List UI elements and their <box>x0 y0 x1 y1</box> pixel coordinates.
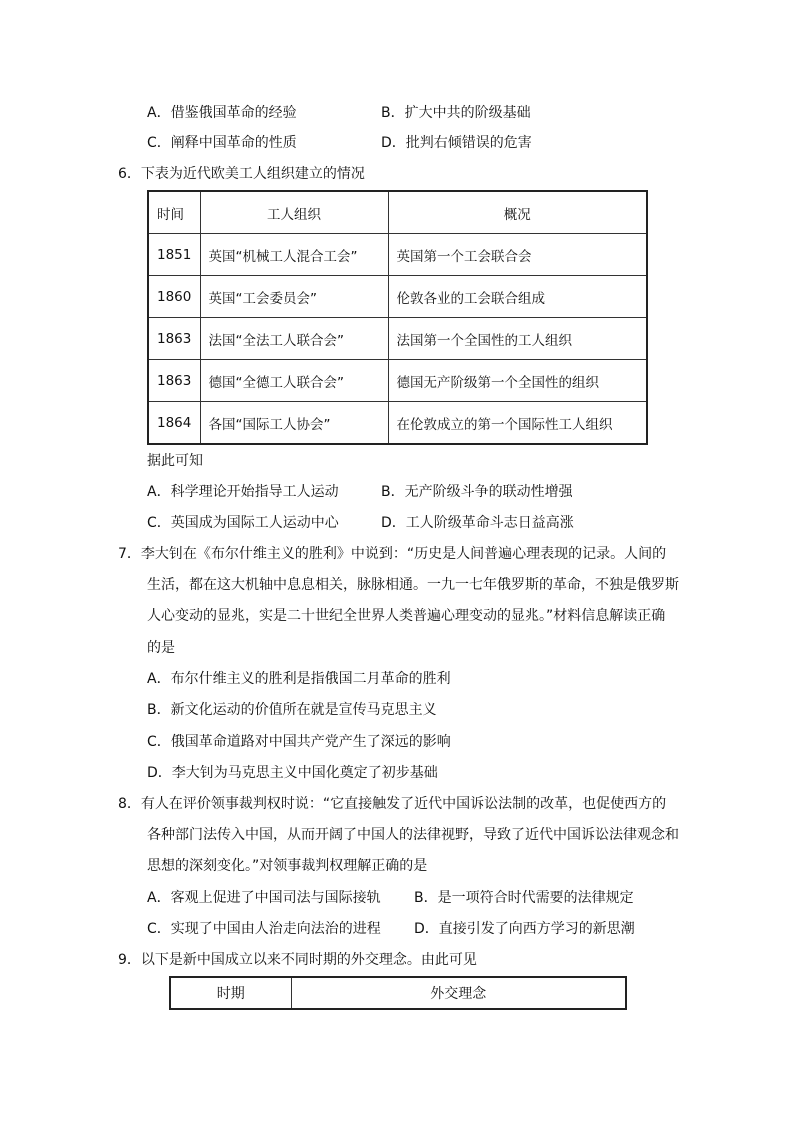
q8-stem-line-3: 思想的深刻变化。”对领事裁判权理解正确的是 <box>147 858 428 874</box>
table-cell: 德国无产阶级第一个全国性的组织 <box>388 360 647 402</box>
table-header-row <box>148 191 647 234</box>
table-cell: 在伦敦成立的第一个国际性工人组织 <box>388 402 647 445</box>
q6-option-a: A．科学理论开始指导工人运动 <box>147 484 339 500</box>
table-cell: 各国“国际工人协会” <box>200 402 388 445</box>
q7-stem-line-2: 生活，都在这大机轴中息息相关，脉脉相通。一九一七年俄罗斯的革命，不独是俄罗斯 <box>147 577 679 593</box>
table-header-cell: 时间 <box>148 191 200 234</box>
q5-option-c: C．阐释中国革命的性质 <box>147 135 297 151</box>
q9-table <box>169 976 627 1010</box>
table-cell: 英国第一个工会联合会 <box>388 234 647 276</box>
q8-stem-line-1: 8．有人在评价领事裁判权时说：“它直接触发了近代中国诉讼法制的改革，也促使西方的 <box>118 796 667 812</box>
q5-option-d: D．批判右倾错误的危害 <box>381 135 532 151</box>
q8-stem-line-2: 各种部门法传入中国，从而开阔了中国人的法律视野，导致了近代中国诉讼法律观念和 <box>147 827 679 843</box>
q6-option-b: B．无产阶级斗争的联动性增强 <box>381 484 573 500</box>
q8-option-c: C．实现了中国由人治走向法治的进程 <box>147 921 381 937</box>
table-header-cell: 时期 <box>170 977 291 1009</box>
q7-option-b: B．新文化运动的价值所在就是宣传马克思主义 <box>147 702 437 718</box>
q7-option-a: A．布尔什维主义的胜利是指俄国二月革命的胜利 <box>147 671 451 687</box>
q7-stem-line-3: 人心变动的显兆，实是二十世纪全世界人类普遍心理变动的显兆。”材料信息解读正确 <box>147 608 666 624</box>
q9-stem: 9．以下是新中国成立以来不同时期的外交理念。由此可见 <box>118 952 477 968</box>
table-cell: 伦敦各业的工会联合组成 <box>388 276 647 318</box>
table-row <box>148 402 647 445</box>
table-header-cell: 外交理念 <box>291 977 626 1009</box>
q7-stem-line-1: 7．李大钊在《布尔什维主义的胜利》中说到：“历史是人间普遍心理表现的记录。人间的 <box>118 546 667 562</box>
table-row <box>148 360 647 402</box>
table-cell: 1863 <box>148 318 200 360</box>
table-cell: 1864 <box>148 402 200 445</box>
table-row <box>148 276 647 318</box>
table-cell: 英国“工会委员会” <box>200 276 388 318</box>
q6-table <box>147 190 648 445</box>
q6-option-d: D．工人阶级革命斗志日益高涨 <box>381 515 574 531</box>
table-cell: 1860 <box>148 276 200 318</box>
table-cell: 法国“全法工人联合会” <box>200 318 388 360</box>
q6-option-c: C．英国成为国际工人运动中心 <box>147 515 339 531</box>
q5-option-b: B．扩大中共的阶级基础 <box>381 105 531 121</box>
table-header-row <box>170 977 626 1009</box>
table-row <box>148 234 647 276</box>
q6-after-text: 据此可知 <box>147 453 203 469</box>
q5-option-a: A．借鉴俄国革命的经验 <box>147 105 297 121</box>
table-header-cell: 工人组织 <box>200 191 388 234</box>
q7-stem-line-4: 的是 <box>147 640 175 656</box>
q8-option-b: B．是一项符合时代需要的法律规定 <box>414 890 634 906</box>
table-cell: 1851 <box>148 234 200 276</box>
q7-option-d: D．李大钊为马克思主义中国化奠定了初步基础 <box>147 765 438 781</box>
table-cell: 1863 <box>148 360 200 402</box>
q8-option-a: A．客观上促进了中国司法与国际接轨 <box>147 890 381 906</box>
q8-option-d: D．直接引发了向西方学习的新思潮 <box>414 921 635 937</box>
table-header-cell: 概况 <box>388 191 647 234</box>
q6-stem: 6．下表为近代欧美工人组织建立的情况 <box>118 166 365 182</box>
table-row <box>148 318 647 360</box>
table-cell: 德国“全德工人联合会” <box>200 360 388 402</box>
table-cell: 英国“机械工人混合工会” <box>200 234 388 276</box>
q7-option-c: C．俄国革命道路对中国共产党产生了深远的影响 <box>147 734 451 750</box>
table-cell: 法国第一个全国性的工人组织 <box>388 318 647 360</box>
